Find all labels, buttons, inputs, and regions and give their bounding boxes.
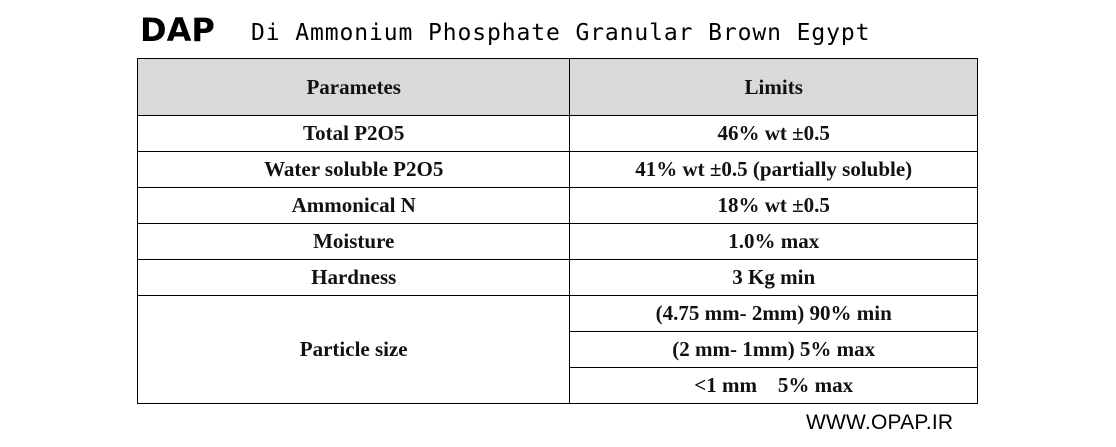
table-row bbox=[138, 224, 978, 260]
parameter-cell: Ammonical N bbox=[138, 188, 570, 224]
limit-cell: (2 mm- 1mm) 5% max bbox=[570, 332, 978, 368]
table-row bbox=[138, 188, 978, 224]
limit-cell: <1 mm 5% max bbox=[570, 368, 978, 404]
header-parameters: Parametes bbox=[138, 59, 570, 116]
table-row bbox=[138, 296, 978, 332]
limit-cell: (4.75 mm- 2mm) 90% min bbox=[570, 296, 978, 332]
website-url: WWW.OPAP.IR bbox=[806, 411, 954, 434]
product-code: DAP bbox=[140, 11, 215, 49]
specification-table bbox=[137, 58, 978, 404]
parameter-cell: Hardness bbox=[138, 260, 570, 296]
limit-cell: 18% wt ±0.5 bbox=[570, 188, 978, 224]
table-row bbox=[138, 260, 978, 296]
limit-cell: 1.0% max bbox=[570, 224, 978, 260]
table-row bbox=[138, 116, 978, 152]
parameter-cell-particle-size: Particle size bbox=[138, 296, 570, 404]
limit-cell: 41% wt ±0.5 (partially soluble) bbox=[570, 152, 978, 188]
header-limits: Limits bbox=[570, 59, 978, 116]
limit-cell: 46% wt ±0.5 bbox=[570, 116, 978, 152]
parameter-cell: Water soluble P2O5 bbox=[138, 152, 570, 188]
parameter-cell: Moisture bbox=[138, 224, 570, 260]
product-description: Di Ammonium Phosphate Granular Brown Egypt bbox=[251, 20, 871, 46]
parameter-cell: Total P2O5 bbox=[138, 116, 570, 152]
table-row bbox=[138, 152, 978, 188]
table-header-row bbox=[138, 59, 978, 116]
limit-cell: 3 Kg min bbox=[570, 260, 978, 296]
